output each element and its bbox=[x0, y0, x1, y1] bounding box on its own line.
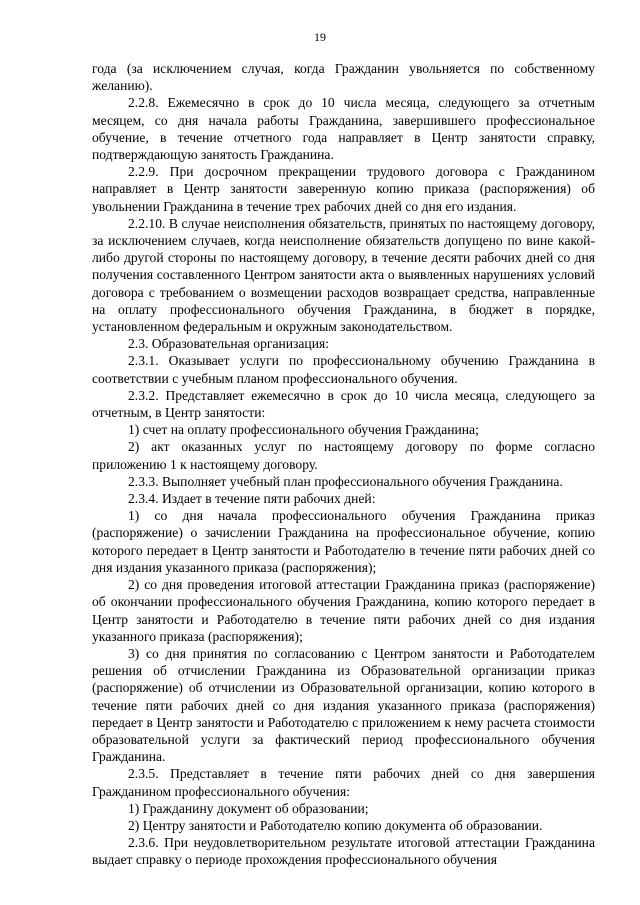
clause-2-3-4-item-3: 3) со дня принятия по согласованию с Центром занятости и Работодателем решения об отчислении Гражданина из Образовательной организации приказ (распоряжение) об отчислении из Образовательной организации, копию которого в течение пяти рабочих дней со дня издания указанного приказа (распоряжения) передает в Центр занятости и Работодателю с приложением к нему расчета стоимости образовательной услуги за фактический период профессионального обучения Гражданина. bbox=[92, 645, 595, 765]
clause-2-3-4: 2.3.4. Издает в течение пяти рабочих дней: bbox=[128, 491, 376, 507]
clause-2-3-4-item-1: 1) со дня начала профессионального обучения Гражданина приказ (распоряжение) о зачислении Гражданина на профессиональное обучение, копию которого передает в Центр занятости и Работодателю в течение пяти рабочих дней со дня издания указанного приказа (распоряжения); bbox=[92, 508, 595, 575]
clause-2-3-5-item-2: 2) Центру занятости и Работодателю копию документа об образовании. bbox=[128, 817, 543, 833]
clause-2-3-2: 2.3.2. Представляет ежемесячно в срок до 10 числа месяца, следующего за отчетным, в Центр занятости: bbox=[92, 387, 595, 421]
paragraph-continuation: года (за исключением случая, когда Гражданин увольняется по собственному желанию). bbox=[92, 61, 595, 94]
clause-2-3-6: 2.3.6. При неудовлетворительном результате итоговой аттестации Гражданина выдает справку о периоде прохождения профессионального обучения bbox=[92, 835, 595, 868]
clause-2-3-3: 2.3.3. Выполняет учебный план профессионального обучения Гражданина. bbox=[128, 473, 563, 489]
clause-2-3-5-item-1: 1) Гражданину документ об образовании; bbox=[128, 800, 369, 816]
clause-2-3-4-item-2: 2) со дня проведения итоговой аттестации Гражданина приказ (распоряжение) об окончании профессионального обучения Гражданина, копию которого передает в Центр занятости и Работодателю в течение пяти рабочих дней со дня издания указанного приказа (распоряжения); bbox=[92, 577, 595, 644]
clause-2-3-1: 2.3.1. Оказывает услуги по профессиональному обучению Гражданина в соответствии с учебным планом профессионального обучения. bbox=[92, 353, 595, 386]
clause-2-3-2-item-2: 2) акт оказанных услуг по настоящему договору по форме согласно приложению 1 к настоящему договору. bbox=[92, 439, 595, 472]
clause-2-2-9: 2.2.9. При досрочном прекращении трудового договора с Гражданином направляет в Центр занятости заверенную копию приказа (распоряжения) об увольнении Гражданина в течение трех рабочих дней со дня его издания. bbox=[92, 164, 595, 214]
section-2-3-heading: 2.3. Образовательная организация: bbox=[128, 336, 330, 352]
clause-2-2-8: 2.2.8. Ежемесячно в срок до 10 числа месяца, следующего за отчетным месяцем, со дня начала работы Гражданина, завершившего профессиональное обучение, в течение отчетного года направляет в Центр занятости справку, подтверждающую занятость Гражданина. bbox=[92, 95, 595, 163]
page-number: 19 bbox=[314, 30, 326, 44]
clause-2-3-2-item-1: 1) счет на оплату профессионального обучения Гражданина; bbox=[128, 422, 479, 438]
clause-2-2-10: 2.2.10. В случае неисполнения обязательств, принятых по настоящему договору, за исключением случаев, когда неисполнение обязательств допущено по вине какой-либо другой стороны по настоящему договору, в течение десяти рабочих дней со дня получения составленного Центром занятости акта о выявленных нарушениях условий договора с требованием о возмещении расходов возвращает средства, направленные на оплату профессионального обучения Гражданина, в бюджет в порядке, установленном федеральным и окружным законодательством. bbox=[92, 215, 595, 335]
clause-2-3-5: 2.3.5. Представляет в течение пяти рабочих дней со дня завершения Гражданином профессионального обучения: bbox=[92, 766, 595, 799]
document-body bbox=[92, 60, 595, 869]
